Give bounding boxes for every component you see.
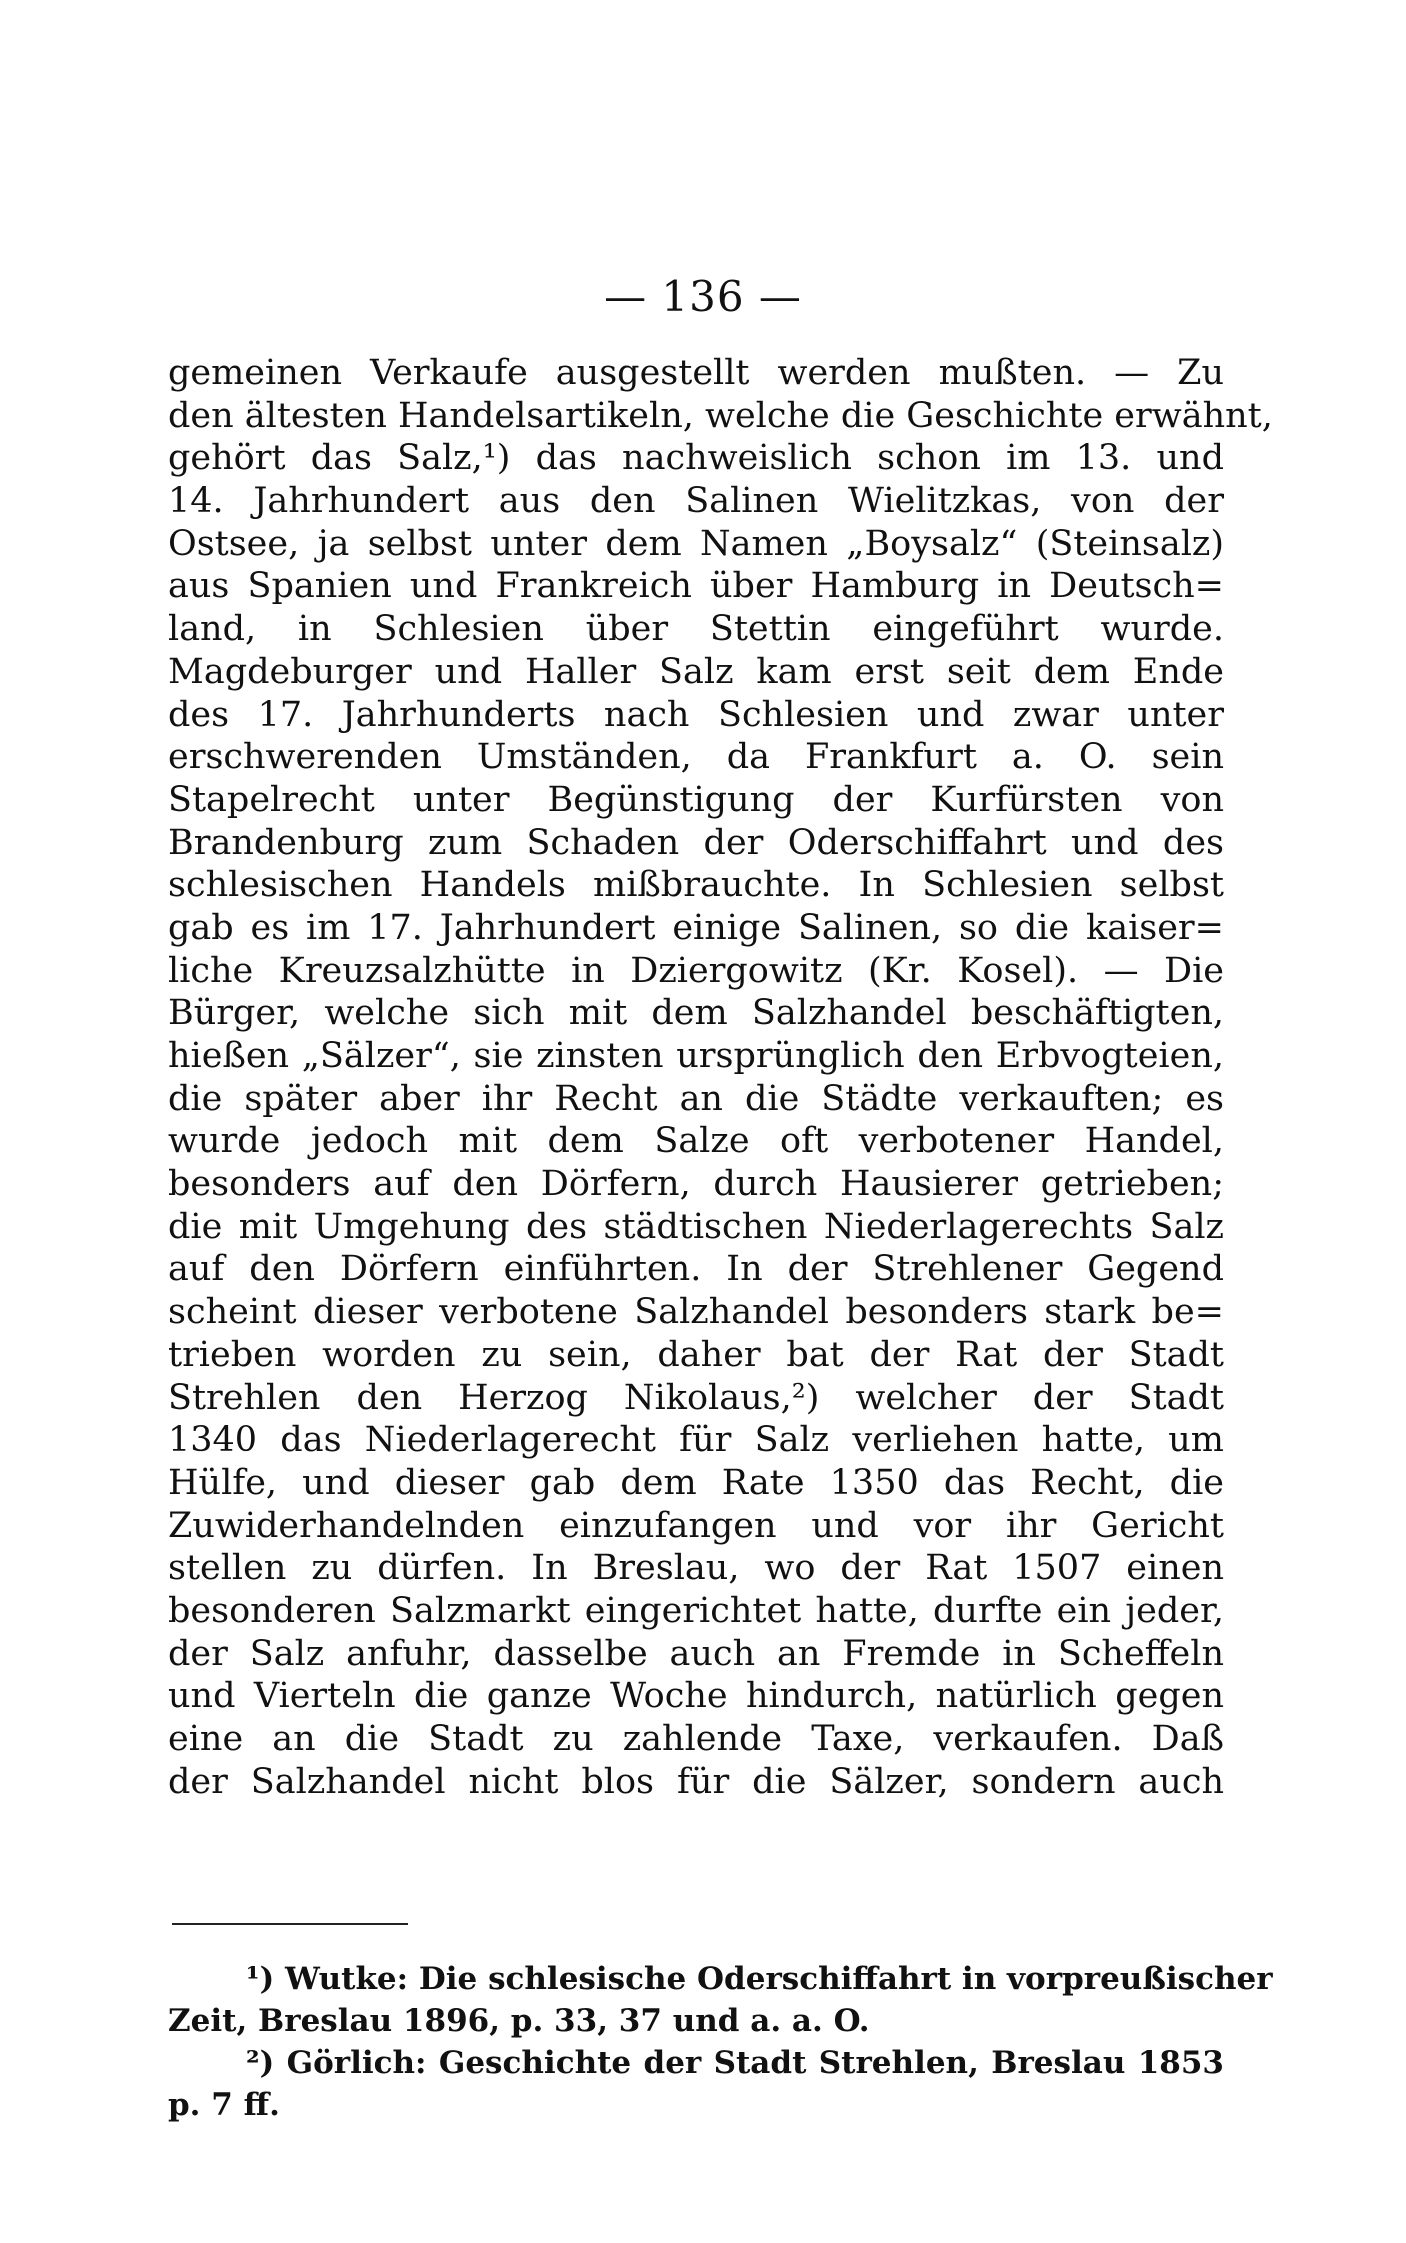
- footnote-1-line-2: Zeit, Breslau 1896, p. 33, 37 und a. a. O.: [168, 2003, 870, 2039]
- text-line: Stapelrecht unter Begünstigung der Kurfürsten von: [168, 779, 1224, 820]
- text-line: und Vierteln die ganze Woche hindurch, natürlich gegen: [168, 1676, 1224, 1717]
- text-line: gemeinen Verkaufe ausgestellt werden mußten. — Zu: [168, 353, 1224, 393]
- text-line: hießen „Sälzer“, sie zinsten ursprünglich den Erbvogteien,: [168, 1036, 1224, 1076]
- footnotes: [168, 1958, 1273, 2126]
- text-line: wurde jedoch mit dem Salze oft verbotener Handel,: [168, 1121, 1224, 1162]
- text-line: aus Spanien und Frankreich über Hamburg in Deutsch=: [168, 566, 1224, 607]
- text-line: Brandenburg zum Schaden der Oderschiffahrt und des: [168, 822, 1224, 863]
- text-line: land, in Schlesien über Stettin eingeführt wurde.: [168, 609, 1224, 650]
- text-line: Magdeburger und Haller Salz kam erst seit dem Ende: [168, 651, 1224, 692]
- text-line: liche Kreuzsalzhütte in Dziergowitz (Kr. Kosel). — Die: [168, 950, 1224, 991]
- text-line: besonders auf den Dörfern, durch Hausierer getrieben;: [168, 1164, 1224, 1205]
- footnote-2-line-2: p. 7 ff.: [168, 2087, 280, 2123]
- text-line: besonderen Salzmarkt eingerichtet hatte, durfte ein jeder,: [168, 1590, 1224, 1631]
- text-line: Hülfe, und dieser gab dem Rate 1350 das Recht, die: [168, 1462, 1224, 1503]
- text-line: trieben worden zu sein, daher bat der Rat der Stadt: [168, 1334, 1224, 1375]
- footnote-rule: [172, 1923, 408, 1925]
- text-line: auf den Dörfern einführten. In der Strehlener Gegend: [168, 1249, 1224, 1290]
- text-line: scheint dieser verbotene Salzhandel besonders stark be=: [168, 1292, 1224, 1333]
- text-line: stellen zu dürfen. In Breslau, wo der Rat 1507 einen: [168, 1548, 1224, 1589]
- text-line: Zuwiderhandelnden einzufangen und vor ihr Gericht: [168, 1505, 1224, 1546]
- text-line: Ostsee, ja selbst unter dem Namen „Boysalz“ (Steinsalz): [168, 523, 1224, 564]
- footnote-1-line-1: ¹) Wutke: Die schlesische Oderschiffahrt in vorpreußischer: [246, 1961, 1273, 1997]
- text-line: die später aber ihr Recht an die Städte verkauften; es: [168, 1078, 1224, 1119]
- text-line: die mit Umgehung des städtischen Niederlagerechts Salz: [168, 1206, 1224, 1247]
- text-line: eine an die Stadt zu zahlende Taxe, verkaufen. Daß: [168, 1719, 1224, 1759]
- text-line: den ältesten Handelsartikeln, welche die Geschichte erwähnt,: [168, 395, 1273, 436]
- text-line: gab es im 17. Jahrhundert einige Salinen, so die kaiser=: [168, 907, 1224, 948]
- text-line: der Salzhandel nicht blos für die Sälzer, sondern auch: [168, 1761, 1224, 1802]
- footnote-2-line-1: ²) Görlich: Geschichte der Stadt Strehlen, Breslau 1853: [246, 2045, 1224, 2081]
- text-line: der Salz anfuhr, dasselbe auch an Fremde in Scheffeln: [168, 1633, 1224, 1674]
- text-line: 14. Jahrhundert aus den Salinen Wielitzkas, von der: [168, 481, 1224, 522]
- page-number: — 136 —: [604, 272, 802, 321]
- text-line: Bürger, welche sich mit dem Salzhandel beschäftigten,: [168, 993, 1224, 1034]
- text-line: Strehlen den Herzog Nikolaus,²) welcher der Stadt: [168, 1377, 1224, 1418]
- text-line: gehört das Salz,¹) das nachweislich schon im 13. und: [168, 438, 1224, 479]
- body-text: [168, 352, 1273, 1803]
- text-line: schlesischen Handels mißbrauchte. In Schlesien selbst: [168, 865, 1224, 906]
- text-line: erschwerenden Umständen, da Frankfurt a. O. sein: [168, 737, 1224, 778]
- text-line: 1340 das Niederlagerecht für Salz verliehen hatte, um: [168, 1420, 1224, 1461]
- text-line: des 17. Jahrhunderts nach Schlesien und zwar unter: [168, 694, 1224, 735]
